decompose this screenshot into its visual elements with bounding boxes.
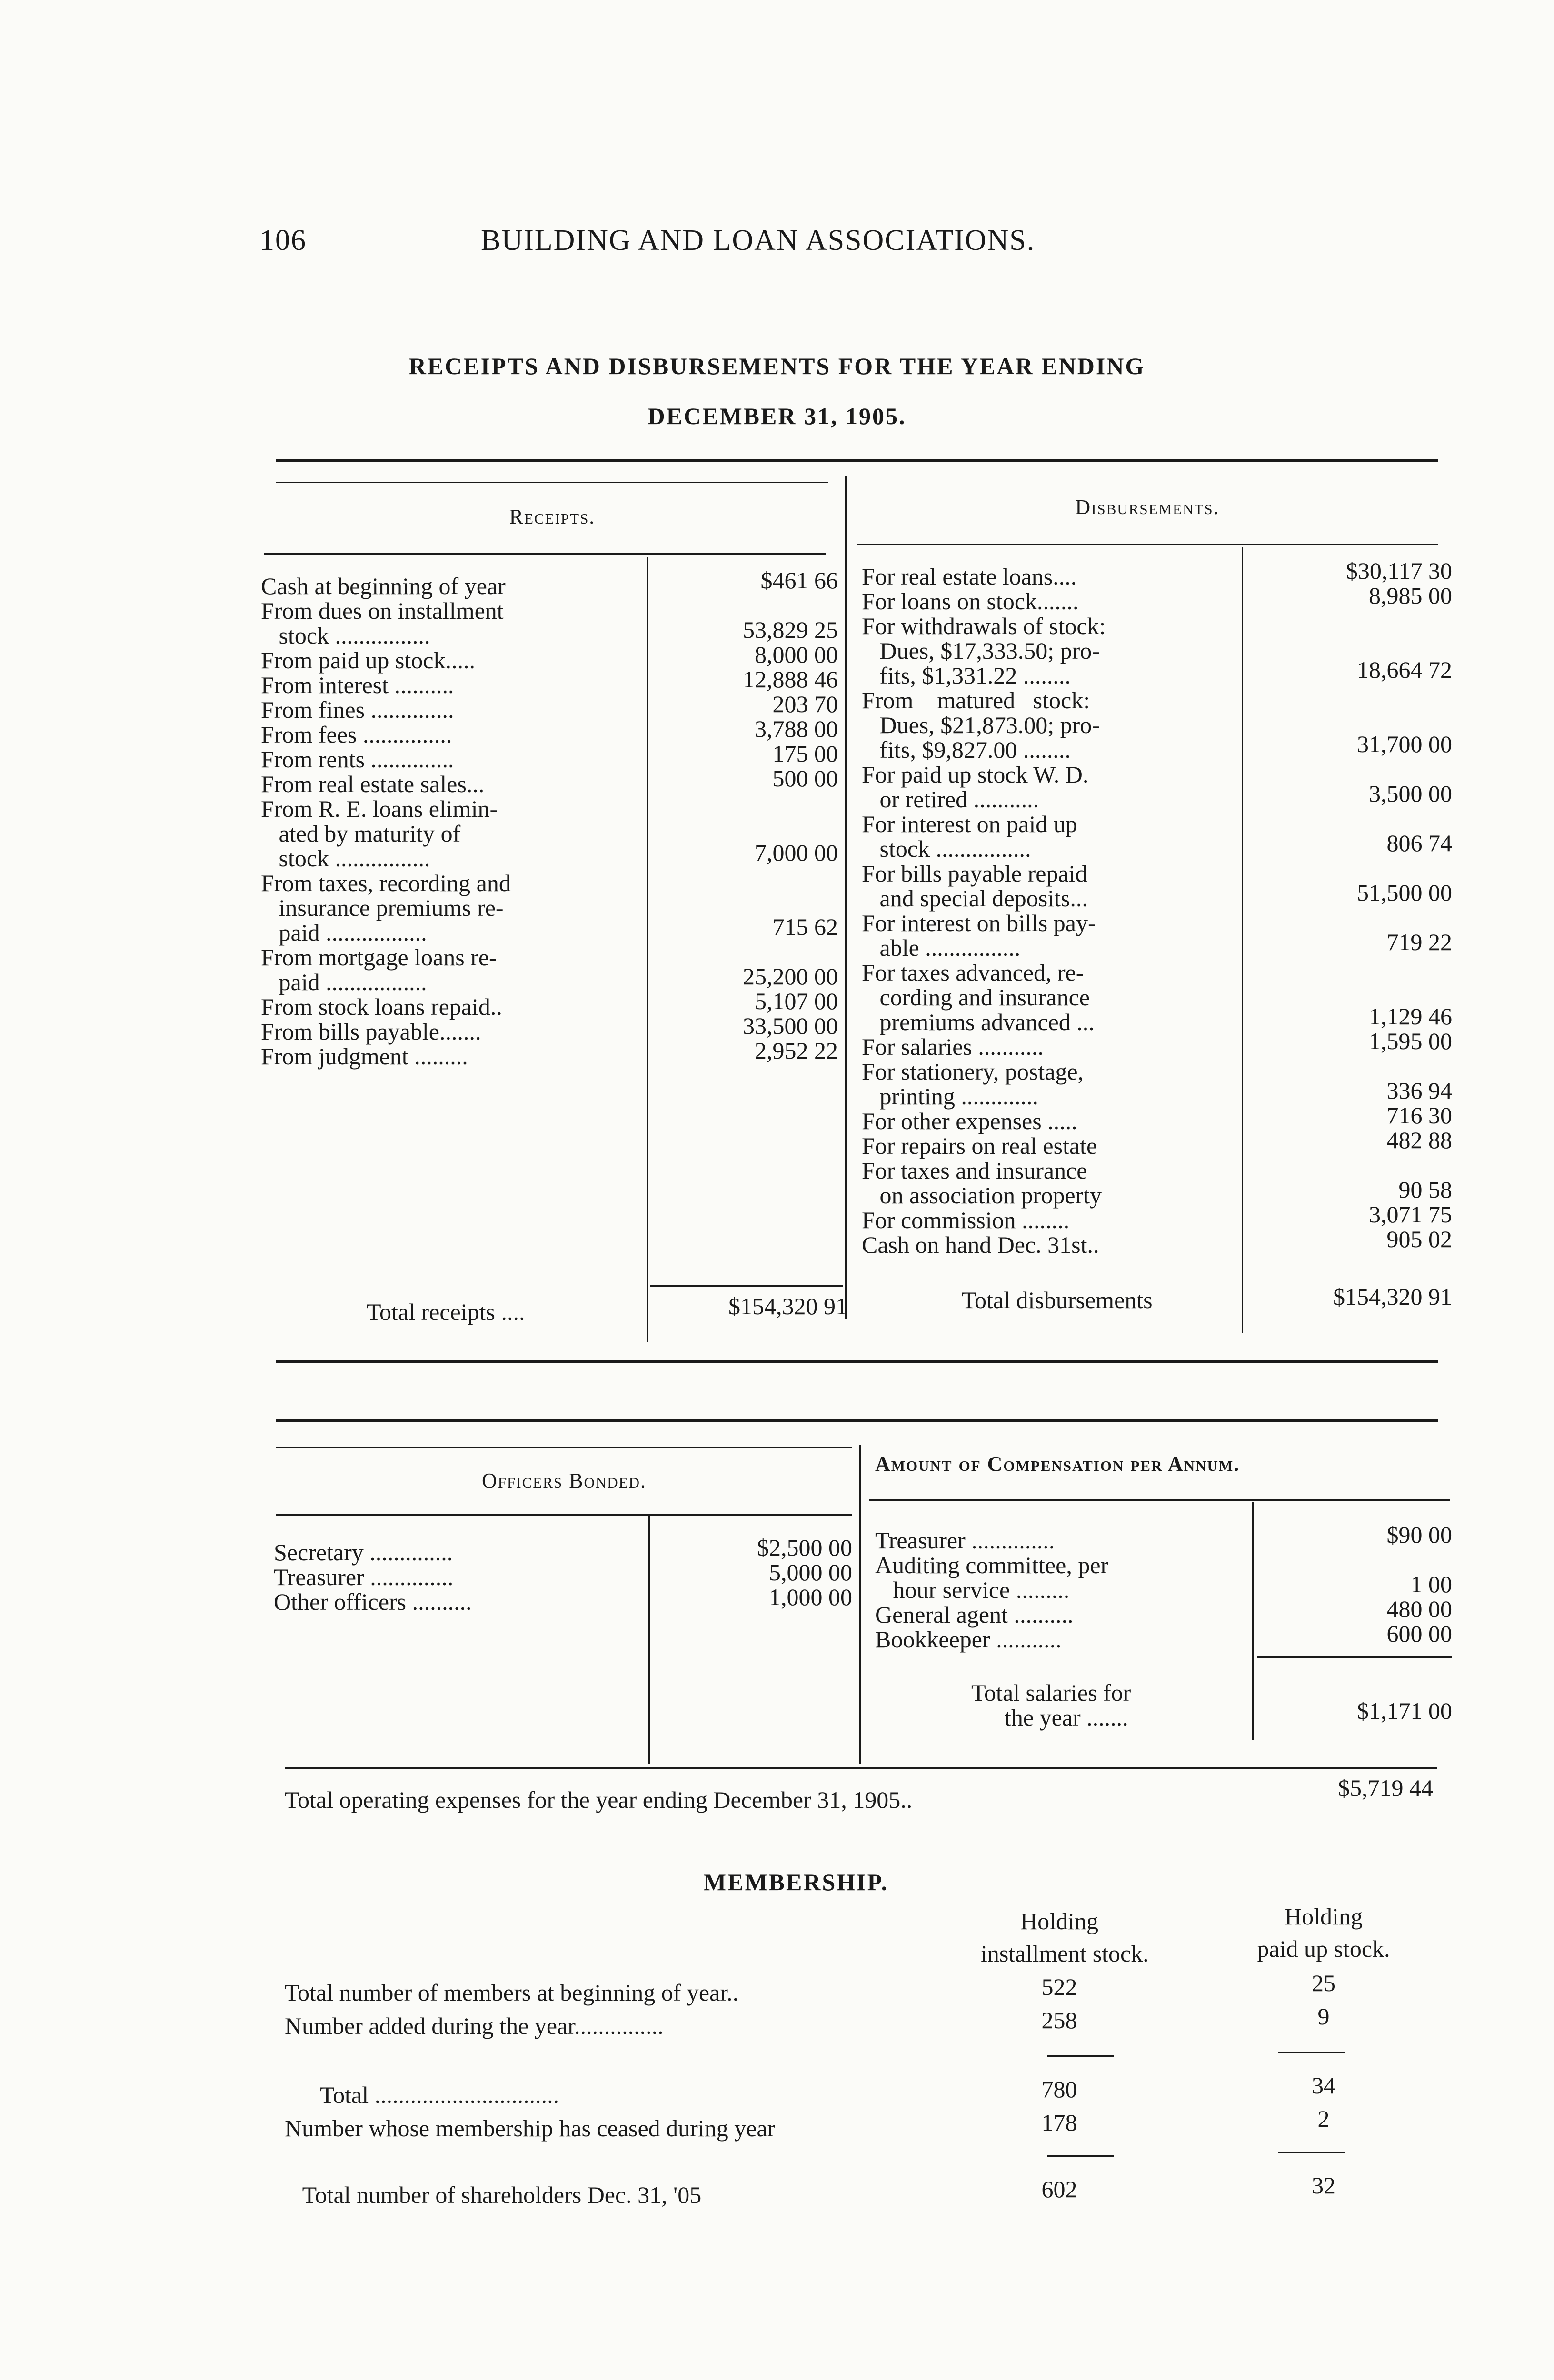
total-disbursements-label: Total disbursements [962, 1287, 1153, 1313]
membership-col2-header-1: Holding [1285, 1903, 1363, 1930]
operating-expenses-label: Total operating expenses for the year ending December 31, 1905.. [285, 1786, 913, 1813]
disbursement-amount: 31,700 00 [1357, 731, 1452, 757]
receipt-amount: 2,952 22 [755, 1037, 838, 1064]
disbursement-label: or retired ........... [862, 786, 1039, 813]
membership-sum-rule-1 [1047, 2055, 1114, 2057]
officer-label: Treasurer .............. [274, 1564, 454, 1590]
compensation-heading: Amount of Compensation per Annum. [875, 1452, 1240, 1476]
membership-installment-value: 602 [1041, 2176, 1077, 2202]
officers-heading-rule [276, 1514, 852, 1516]
disbursement-label: For other expenses ..... [862, 1108, 1077, 1134]
receipt-label: From fees ............... [261, 721, 452, 748]
receipt-label: paid ................. [261, 969, 427, 995]
receipt-label: From interest .......... [261, 672, 454, 698]
membership-row-label: Number whose membership has ceased during year [285, 2115, 776, 2142]
receipt-label: From rents .............. [261, 746, 454, 773]
disbursement-amount: 716 30 [1386, 1102, 1452, 1129]
disbursement-label: For interest on bills pay- [862, 910, 1096, 936]
total-salaries-amount: $1,171 00 [1357, 1697, 1452, 1724]
compensation-amount-divider [1252, 1502, 1254, 1740]
receipt-label: insurance premiums re- [261, 894, 504, 921]
receipt-amount: 25,200 00 [743, 963, 838, 990]
disbursement-label: Cash on hand Dec. 31st.. [862, 1231, 1099, 1258]
officer-amount: 5,000 00 [769, 1559, 852, 1586]
officers-bonded-heading: Officers Bonded. [482, 1469, 647, 1492]
receipts-heading: Receipts. [509, 505, 596, 528]
disbursement-amount: 1,129 46 [1369, 1003, 1452, 1030]
disbursement-label: For real estate loans.... [862, 563, 1077, 590]
disbursement-label: and special deposits... [862, 885, 1088, 912]
disbursement-label: For commission ........ [862, 1207, 1070, 1233]
disbursement-label: cording and insurance [862, 984, 1090, 1011]
receipt-label: stock ................ [261, 845, 430, 872]
compensation-label: Bookkeeper ........... [875, 1626, 1062, 1653]
total-salaries-label-2: the year ....... [1005, 1704, 1128, 1731]
table-bottom-rule [276, 1360, 1438, 1363]
receipt-label: ated by maturity of [261, 820, 461, 847]
receipt-amount: 715 62 [772, 913, 838, 940]
page-number: 106 [259, 224, 307, 257]
officer-amount: 1,000 00 [769, 1584, 852, 1610]
officers-top-rule [276, 1419, 1438, 1422]
receipt-label: stock ................ [261, 622, 430, 649]
center-divider [845, 476, 847, 1319]
receipt-label: From stock loans repaid.. [261, 993, 502, 1020]
disbursement-amount: 8,985 00 [1369, 582, 1452, 609]
compensation-amount: 600 00 [1386, 1620, 1452, 1647]
disbursement-label: For taxes advanced, re- [862, 959, 1084, 986]
compensation-amount: 480 00 [1386, 1596, 1452, 1622]
receipt-amount: 33,500 00 [743, 1012, 838, 1039]
disbursement-amount: 90 58 [1398, 1176, 1452, 1203]
compensation-total-rule [1257, 1656, 1452, 1658]
disbursement-label: For paid up stock W. D. [862, 761, 1089, 788]
membership-heading: MEMBERSHIP. [703, 1869, 889, 1895]
disbursement-amount: 482 88 [1386, 1127, 1452, 1153]
receipt-label: From dues on installment [261, 597, 504, 624]
receipt-amount: 53,829 25 [743, 616, 838, 643]
compensation-label: hour service ......... [875, 1577, 1070, 1603]
membership-installment-value: 780 [1041, 2076, 1077, 2102]
disbursement-amount: 806 74 [1386, 830, 1452, 856]
receipt-label: From judgment ......... [261, 1043, 468, 1070]
receipts-top-rule [276, 482, 828, 483]
disbursement-amount: 51,500 00 [1357, 879, 1452, 906]
disbursement-amount: 336 94 [1386, 1077, 1452, 1104]
membership-paidup-value: 2 [1317, 2105, 1330, 2132]
receipt-label: From fines .............. [261, 696, 454, 723]
membership-sum-rule-3 [1047, 2155, 1114, 2157]
disbursement-label: For stationery, postage, [862, 1058, 1084, 1085]
disbursement-amount: 3,500 00 [1369, 780, 1452, 807]
officers-center-divider [859, 1445, 861, 1764]
officers-bottom-rule [285, 1767, 1437, 1769]
membership-row-label: Total number of shareholders Dec. 31, '05 [285, 2182, 702, 2208]
disbursement-label: For repairs on real estate [862, 1132, 1097, 1159]
disbursement-label: printing ............. [862, 1083, 1038, 1110]
disbursement-label: Dues, $21,873.00; pro- [862, 712, 1100, 738]
disbursement-label: For bills payable repaid [862, 860, 1087, 887]
receipt-label: From mortgage loans re- [261, 944, 497, 971]
total-disbursements-amount: $154,320 91 [1333, 1283, 1452, 1310]
disbursement-label: premiums advanced ... [862, 1009, 1095, 1035]
membership-paidup-value: 32 [1312, 2172, 1335, 2199]
membership-installment-value: 178 [1041, 2109, 1077, 2136]
receipt-label: From R. E. loans elimin- [261, 795, 498, 822]
receipt-label: From bills payable....... [261, 1018, 481, 1045]
total-receipts-label: Total receipts .... [367, 1299, 525, 1325]
section-title-line2: DECEMBER 31, 1905. [648, 403, 906, 429]
compensation-label: Treasurer .............. [875, 1527, 1055, 1554]
receipt-label: From real estate sales... [261, 771, 485, 797]
membership-paidup-value: 9 [1317, 2003, 1330, 2030]
officers-subtop-rule [276, 1447, 852, 1448]
total-receipts-amount: $154,320 91 [728, 1293, 847, 1319]
disbursements-heading: Disbursements. [1075, 496, 1220, 519]
membership-col2-header-2: paid up stock. [1257, 1935, 1390, 1962]
receipt-label: paid ................. [261, 919, 427, 946]
disbursement-label: For withdrawals of stock: [862, 613, 1106, 639]
section-title-line1: RECEIPTS AND DISBURSEMENTS FOR THE YEAR ENDING [408, 353, 1146, 379]
disbursement-amount: $30,117 30 [1345, 557, 1452, 584]
receipts-heading-rule [264, 553, 826, 555]
receipt-label: From paid up stock..... [261, 647, 475, 674]
membership-sum-rule-4 [1278, 2152, 1345, 2153]
disbursement-label: From matured stock: [862, 687, 1090, 714]
compensation-heading-rule [869, 1499, 1450, 1501]
membership-paidup-value: 25 [1312, 1970, 1335, 1996]
disbursement-amount: 3,071 75 [1369, 1201, 1452, 1228]
compensation-label: General agent .......... [875, 1601, 1074, 1628]
membership-row-label: Total ............................... [285, 2082, 559, 2108]
receipt-amount: 12,888 46 [743, 666, 838, 693]
receipt-label: From taxes, recording and [261, 870, 511, 896]
disbursement-amount: 719 22 [1386, 929, 1452, 955]
membership-paidup-value: 34 [1312, 2072, 1335, 2099]
membership-row-label: Total number of members at beginning of year.. [285, 1979, 739, 2006]
membership-col1-header-2: installment stock. [981, 1940, 1149, 1967]
total-salaries-label-1: Total salaries for [971, 1679, 1131, 1706]
officer-label: Secretary .............. [274, 1539, 453, 1566]
disbursement-label: fits, $9,827.00 ........ [862, 736, 1071, 763]
disbursement-label: able ................ [862, 934, 1021, 961]
receipt-amount: $461 66 [760, 567, 838, 594]
table-top-rule [276, 459, 1438, 462]
membership-sum-rule-2 [1278, 2052, 1345, 2053]
officer-label: Other officers .......... [274, 1588, 472, 1615]
officer-amount: $2,500 00 [757, 1534, 852, 1561]
disbursement-label: For salaries ........... [862, 1033, 1044, 1060]
running-title: BUILDING AND LOAN ASSOCIATIONS. [481, 224, 1036, 257]
officers-amount-divider [648, 1516, 650, 1764]
membership-col1-header-1: Holding [1020, 1908, 1098, 1934]
operating-expenses-amount: $5,719 44 [1338, 1775, 1433, 1801]
receipts-amount-divider [647, 557, 648, 1342]
disbursement-label: For interest on paid up [862, 811, 1077, 837]
disbursement-amount: 905 02 [1386, 1226, 1452, 1252]
disbursement-label: For loans on stock....... [862, 588, 1079, 615]
membership-installment-value: 522 [1041, 1973, 1077, 2000]
disbursement-label: stock ................ [862, 835, 1031, 862]
receipt-amount: 7,000 00 [755, 839, 838, 866]
disbursement-amount: 1,595 00 [1369, 1028, 1452, 1054]
receipt-amount: 175 00 [772, 740, 838, 767]
receipt-amount: 500 00 [772, 765, 838, 792]
compensation-amount: 1 00 [1410, 1571, 1452, 1597]
receipt-amount: 8,000 00 [755, 641, 838, 668]
disbursement-label: Dues, $17,333.50; pro- [862, 637, 1100, 664]
disbursement-label: on association property [862, 1182, 1102, 1209]
disbursements-heading-rule [857, 544, 1438, 545]
disbursement-label: fits, $1,331.22 ........ [862, 662, 1071, 689]
disbursement-amount: 18,664 72 [1357, 656, 1452, 683]
receipt-amount: 3,788 00 [755, 715, 838, 742]
receipt-amount: 5,107 00 [755, 988, 838, 1014]
receipt-label: Cash at beginning of year [261, 573, 506, 599]
membership-row-label: Number added during the year............... [285, 2013, 664, 2039]
membership-installment-value: 258 [1041, 2007, 1077, 2033]
disbursement-label: For taxes and insurance [862, 1157, 1087, 1184]
compensation-label: Auditing committee, per [875, 1552, 1109, 1578]
receipt-amount: 203 70 [772, 691, 838, 717]
compensation-amount: $90 00 [1386, 1521, 1452, 1548]
receipts-total-rule [650, 1285, 843, 1287]
